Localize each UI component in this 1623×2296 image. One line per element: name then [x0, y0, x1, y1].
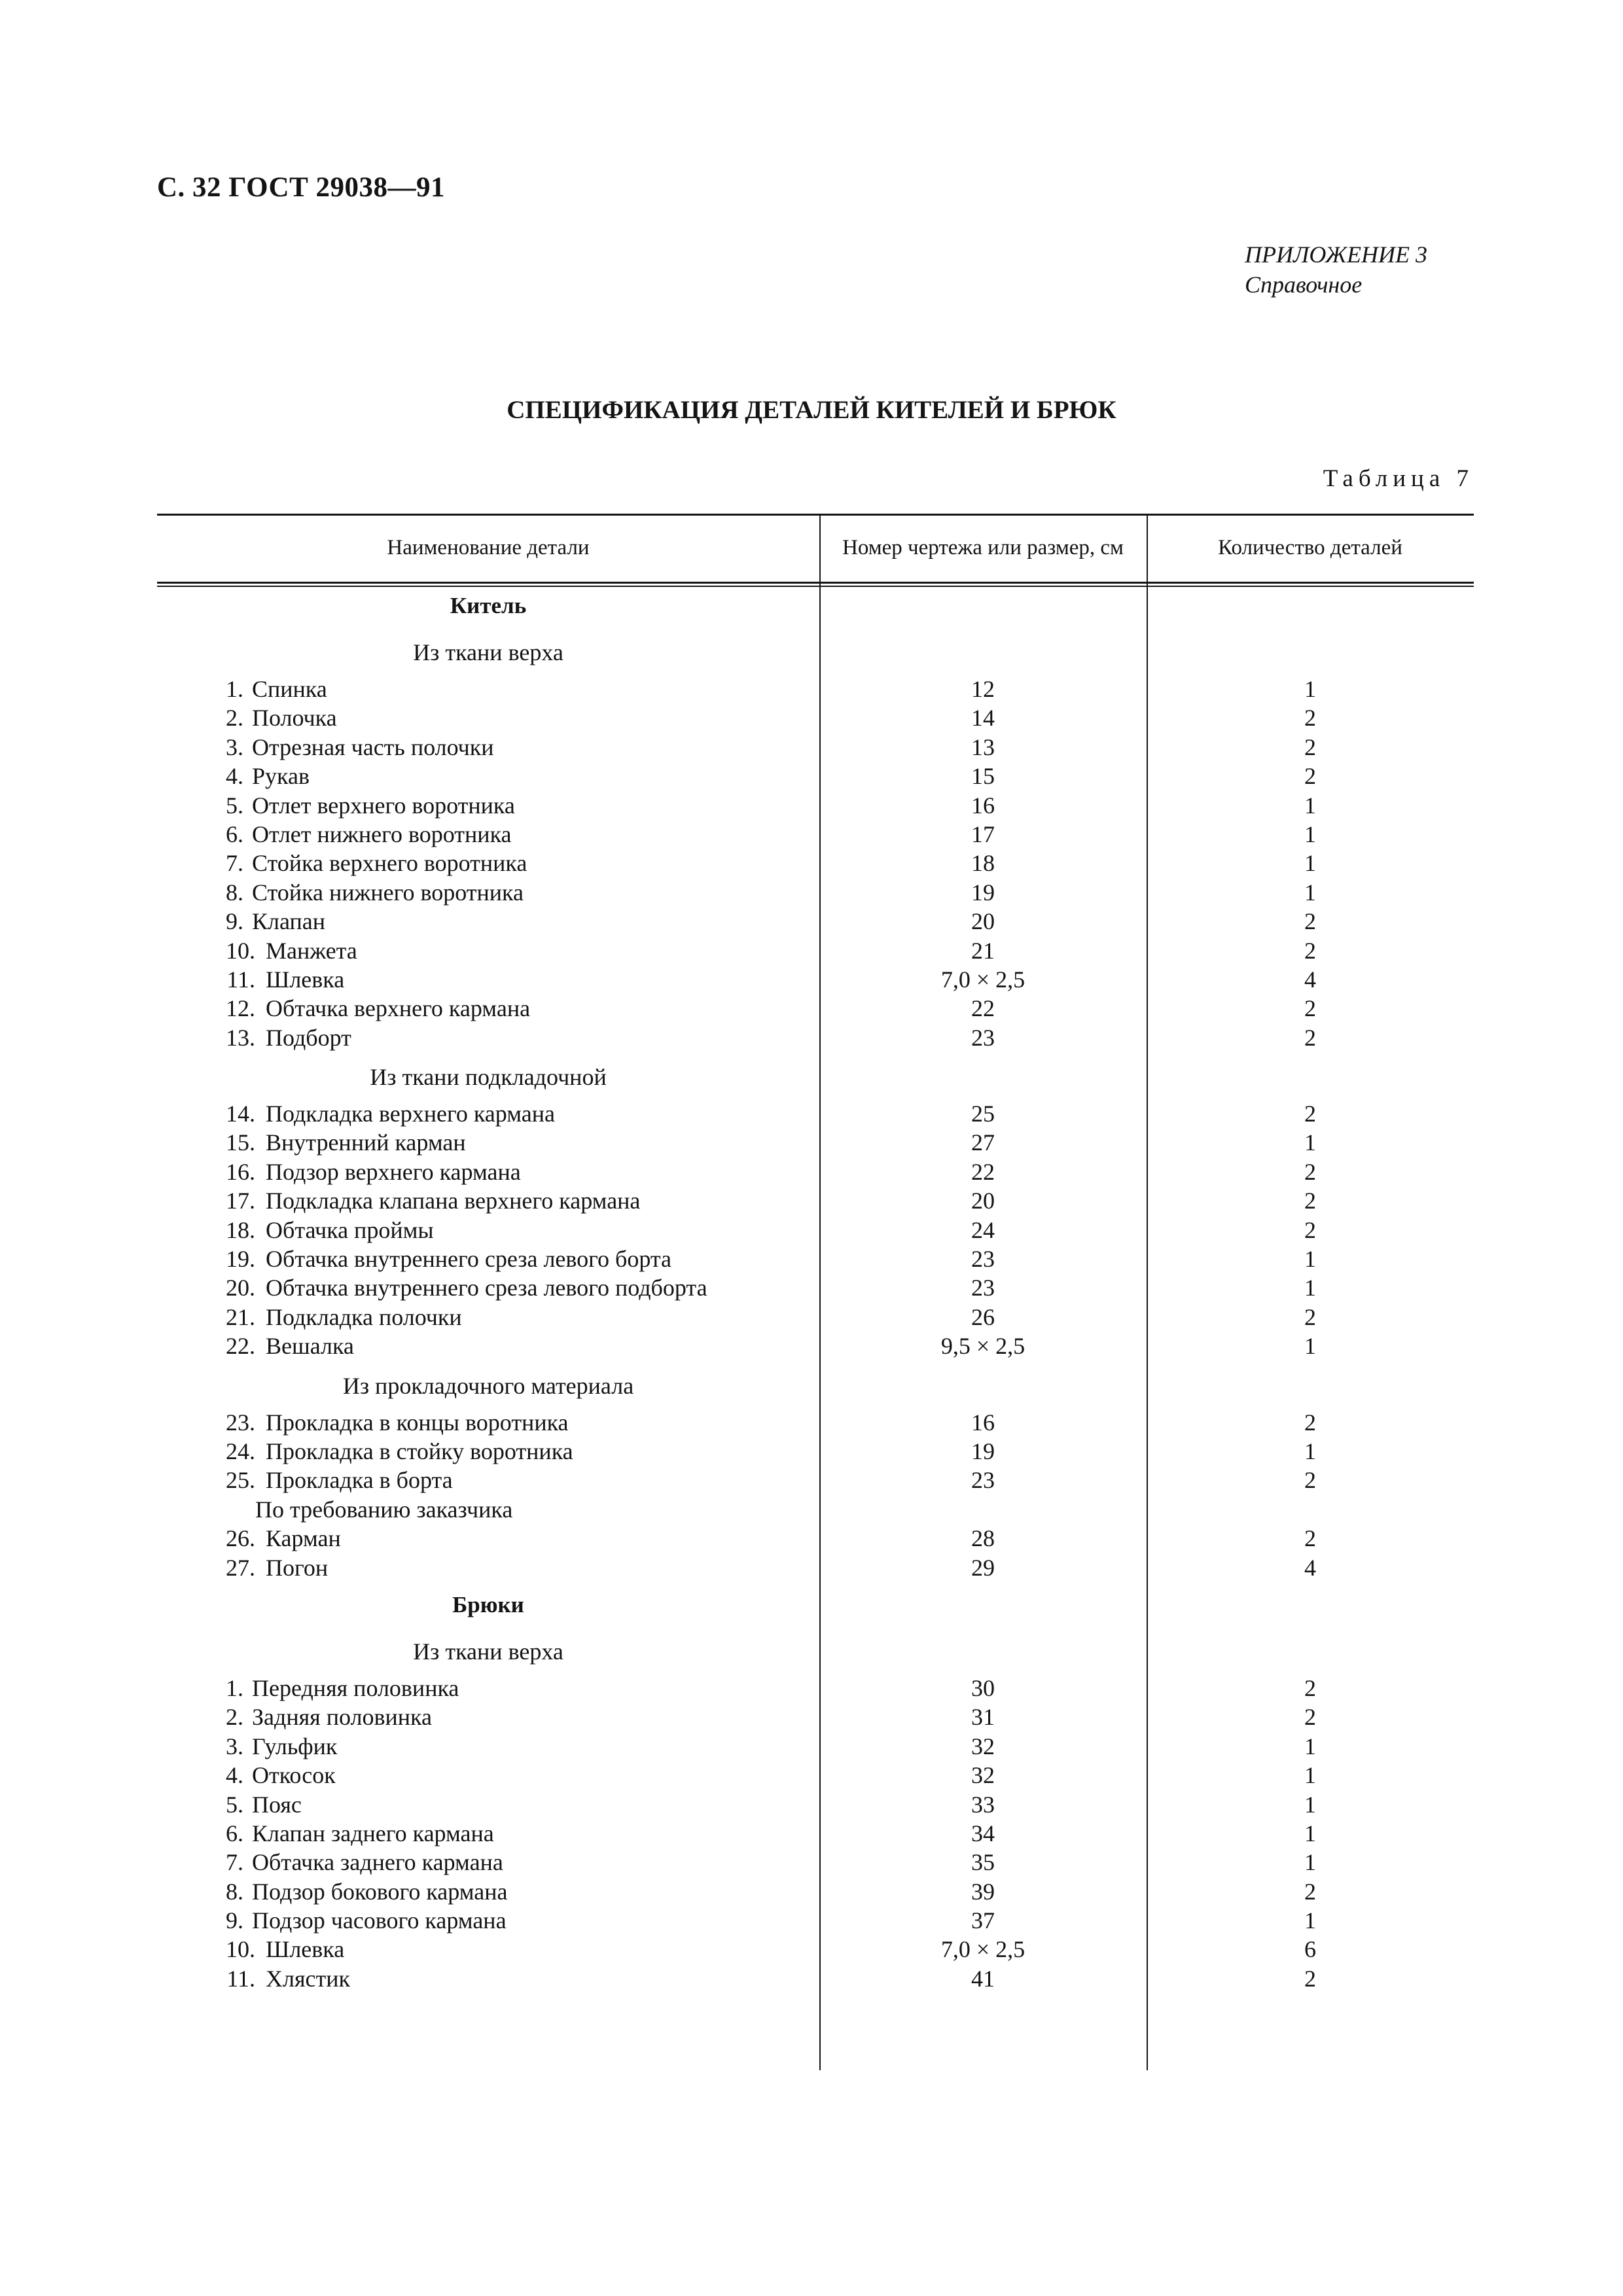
drawing-number: 21	[971, 937, 995, 964]
drawing-number: 25	[971, 1101, 995, 1127]
group-title: Из ткани верха	[413, 1638, 563, 1665]
quantity: 2	[1304, 1878, 1316, 1905]
item-number: 3.	[226, 1733, 243, 1759]
table-row	[157, 733, 1474, 762]
table-row	[157, 1303, 1474, 1332]
quantity: 1	[1304, 1733, 1316, 1759]
item-name-cell	[157, 1023, 819, 1052]
drawing-number: 19	[971, 1438, 995, 1464]
item-number: 16.	[226, 1158, 255, 1185]
item-number: 18.	[226, 1216, 255, 1243]
item-number: 3.	[226, 733, 243, 760]
item-name: Шлевка	[266, 1936, 345, 1963]
group-title: Из ткани подкладочной	[370, 1064, 607, 1091]
item-name: Стойка верхнего воротника	[252, 850, 527, 877]
item-name-cell	[157, 1273, 819, 1302]
note-row	[157, 1495, 1474, 1524]
item-name: Внутренний карман	[266, 1129, 466, 1156]
quantity-cell	[1147, 1055, 1474, 1099]
table-row	[157, 820, 1474, 849]
item-name: Подкладка клапана верхнего кармана	[266, 1188, 641, 1214]
table-row	[157, 1553, 1474, 1582]
quantity: 2	[1304, 763, 1316, 790]
item-name: Обтачка заднего кармана	[252, 1849, 503, 1876]
item-name-cell	[157, 849, 819, 877]
item-number: 1.	[226, 1674, 243, 1701]
item-number: 7.	[226, 1849, 243, 1876]
table-row	[157, 791, 1474, 820]
page-header: С. 32 ГОСТ 29038—91	[157, 172, 446, 203]
table-row	[157, 1157, 1474, 1186]
drawing-number: 14	[971, 705, 995, 732]
drawing-cell	[819, 586, 1147, 630]
item-name-cell	[157, 820, 819, 849]
item-number: 13.	[226, 1024, 255, 1051]
group-row	[157, 1055, 1474, 1099]
item-number: 15.	[226, 1129, 255, 1156]
item-name: Задняя половинка	[252, 1704, 432, 1731]
item-name-cell	[157, 791, 819, 820]
drawing-number: 20	[971, 908, 995, 935]
item-name-cell	[157, 1128, 819, 1157]
drawing-number: 29	[971, 1554, 995, 1581]
item-number: 7.	[226, 850, 243, 877]
quantity-cell	[1147, 1364, 1474, 1408]
item-number: 11.	[226, 966, 255, 993]
item-name: Клапан	[252, 908, 325, 935]
item-name: Подборт	[266, 1024, 351, 1051]
quantity: 1	[1304, 1907, 1316, 1934]
table-row	[157, 1906, 1474, 1935]
drawing-cell	[819, 1364, 1147, 1408]
table-row	[157, 675, 1474, 703]
quantity-cell	[1147, 586, 1474, 630]
quantity: 2	[1304, 1101, 1316, 1127]
table-row	[157, 1848, 1474, 1877]
drawing-number: 18	[971, 850, 995, 877]
quantity: 1	[1304, 1246, 1316, 1273]
item-number: 27.	[226, 1554, 255, 1581]
drawing-number: 27	[971, 1129, 995, 1156]
drawing-number: 22	[971, 995, 995, 1022]
item-name-cell	[157, 1964, 819, 1993]
group-title: Из ткани верха	[413, 639, 563, 665]
document-title: СПЕЦИФИКАЦИЯ ДЕТАЛЕЙ КИТЕЛЕЙ И БРЮК	[507, 396, 1116, 424]
drawing-number: 22	[971, 1158, 995, 1185]
section-row	[157, 1585, 1474, 1629]
item-number: 8.	[226, 879, 243, 906]
drawing-cell	[819, 630, 1147, 675]
table-row	[157, 1761, 1474, 1790]
section-title: Брюки	[452, 1591, 524, 1617]
table-row	[157, 1437, 1474, 1466]
quantity: 2	[1304, 1704, 1316, 1731]
item-name-cell	[157, 1703, 819, 1731]
column-header-name: Наименование детали	[387, 536, 590, 559]
item-name: Манжета	[266, 937, 357, 964]
item-name: Хлястик	[266, 1965, 350, 1992]
table-row	[157, 1332, 1474, 1360]
drawing-number: 30	[971, 1674, 995, 1701]
quantity: 1	[1304, 792, 1316, 819]
item-name-cell	[157, 703, 819, 732]
table-row	[157, 1099, 1474, 1128]
table-row	[157, 762, 1474, 790]
item-name-cell	[157, 965, 819, 994]
table-row	[157, 994, 1474, 1023]
item-name-cell	[157, 675, 819, 703]
item-number: 21.	[226, 1303, 255, 1330]
quantity-cell	[1147, 1629, 1474, 1674]
item-name-cell	[157, 762, 819, 790]
item-name: Шлевка	[266, 966, 345, 993]
drawing-number: 39	[971, 1878, 995, 1905]
table-row	[157, 1790, 1474, 1819]
item-name-cell	[157, 1245, 819, 1273]
quantity: 2	[1304, 1216, 1316, 1243]
item-name-cell	[157, 994, 819, 1023]
table-row	[157, 1186, 1474, 1215]
item-name: Подкладка верхнего кармана	[266, 1101, 555, 1127]
drawing-number: 23	[971, 1024, 995, 1051]
item-name: Обтачка проймы	[266, 1216, 434, 1243]
table-label: Таблица 7	[1323, 465, 1474, 492]
item-name: Пояс	[252, 1791, 302, 1818]
quantity: 2	[1304, 995, 1316, 1022]
item-number: 10.	[226, 1936, 255, 1963]
drawing-cell	[819, 1055, 1147, 1099]
item-name: Подкладка полочки	[266, 1303, 462, 1330]
drawing-number: 16	[971, 1409, 995, 1436]
table-row	[157, 1408, 1474, 1437]
item-number: 9.	[226, 908, 243, 935]
item-name: Подзор бокового кармана	[252, 1878, 508, 1905]
table-row	[157, 1819, 1474, 1848]
table-row	[157, 703, 1474, 732]
section-row	[157, 586, 1474, 630]
quantity-cell	[1147, 1585, 1474, 1629]
item-name-cell	[157, 1935, 819, 1964]
quantity: 2	[1304, 908, 1316, 935]
item-name-cell	[157, 1186, 819, 1215]
drawing-number: 31	[971, 1704, 995, 1731]
quantity: 2	[1304, 1024, 1316, 1051]
quantity: 1	[1304, 1275, 1316, 1301]
header-rule	[157, 582, 1474, 584]
table-row	[157, 878, 1474, 907]
drawing-number: 23	[971, 1467, 995, 1494]
quantity: 1	[1304, 1333, 1316, 1360]
item-number: 1.	[226, 676, 243, 702]
drawing-number: 16	[971, 792, 995, 819]
item-name: Отлет верхнего воротника	[252, 792, 515, 819]
item-number: 8.	[226, 1878, 243, 1905]
quantity: 1	[1304, 1820, 1316, 1846]
quantity-cell	[1147, 1495, 1474, 1524]
drawing-cell	[819, 1629, 1147, 1674]
table-row	[157, 936, 1474, 965]
item-number: 19.	[226, 1246, 255, 1273]
drawing-number: 32	[971, 1733, 995, 1759]
item-name: Вешалка	[266, 1333, 354, 1360]
item-name-cell	[157, 1732, 819, 1761]
table-row	[157, 1273, 1474, 1302]
item-name-cell	[157, 1157, 819, 1186]
item-name-cell	[157, 1332, 819, 1360]
item-number: 2.	[226, 705, 243, 732]
drawing-number: 33	[971, 1791, 995, 1818]
item-number: 4.	[226, 763, 243, 790]
column-header-drawing: Номер чертежа или размер, см	[842, 536, 1124, 559]
drawing-number: 19	[971, 879, 995, 906]
quantity: 2	[1304, 937, 1316, 964]
item-name: Отлет нижнего воротника	[252, 821, 512, 847]
item-name-cell	[157, 1437, 819, 1466]
table-row	[157, 1245, 1474, 1273]
item-name-cell	[157, 1819, 819, 1848]
item-name-cell	[157, 1790, 819, 1819]
item-name-cell	[157, 1524, 819, 1553]
item-number: 6.	[226, 1820, 243, 1846]
quantity: 1	[1304, 676, 1316, 702]
spec-table	[157, 514, 1474, 2070]
quantity: 4	[1304, 966, 1316, 993]
section-title: Китель	[450, 593, 527, 618]
quantity: 2	[1304, 1303, 1316, 1330]
quantity: 2	[1304, 733, 1316, 760]
quantity: 1	[1304, 821, 1316, 847]
item-name-cell	[157, 1877, 819, 1906]
table-row	[157, 1674, 1474, 1703]
quantity: 2	[1304, 1525, 1316, 1552]
drawing-number: 28	[971, 1525, 995, 1552]
drawing-cell	[819, 1585, 1147, 1629]
item-name: Откосок	[252, 1762, 336, 1789]
quantity: 1	[1304, 879, 1316, 906]
drawing-number: 34	[971, 1820, 995, 1846]
item-name: Передняя половинка	[252, 1674, 459, 1701]
item-name: Рукав	[252, 763, 310, 790]
group-row	[157, 1364, 1474, 1408]
item-number: 12.	[226, 995, 255, 1022]
quantity: 1	[1304, 1849, 1316, 1876]
table-body	[157, 586, 1474, 1996]
item-name: Погон	[266, 1554, 329, 1581]
table-row	[157, 1877, 1474, 1906]
item-name: Обтачка внутреннего среза левого борта	[266, 1246, 671, 1273]
item-name-cell	[157, 733, 819, 762]
item-number: 4.	[226, 1762, 243, 1789]
drawing-number: 26	[971, 1303, 995, 1330]
item-name: Отрезная часть полочки	[252, 733, 494, 760]
quantity: 6	[1304, 1936, 1316, 1963]
quantity: 2	[1304, 1674, 1316, 1701]
quantity: 2	[1304, 1467, 1316, 1494]
item-name-cell	[157, 936, 819, 965]
item-name-cell	[157, 1761, 819, 1790]
item-name: Прокладка в борта	[266, 1467, 453, 1494]
table-row	[157, 1935, 1474, 1964]
table-row	[157, 1128, 1474, 1157]
quantity: 1	[1304, 1762, 1316, 1789]
item-number: 20.	[226, 1275, 255, 1301]
item-name-cell	[157, 878, 819, 907]
drawing-number: 24	[971, 1216, 995, 1243]
table-row	[157, 1703, 1474, 1731]
item-name: Клапан заднего кармана	[252, 1820, 494, 1846]
item-name-cell	[157, 1466, 819, 1494]
note-text: По требованию заказчика	[255, 1496, 513, 1523]
drawing-number: 35	[971, 1849, 995, 1876]
item-name: Карман	[266, 1525, 341, 1552]
drawing-number: 20	[971, 1188, 995, 1214]
item-number: 22.	[226, 1333, 255, 1360]
item-name: Прокладка в концы воротника	[266, 1409, 569, 1436]
item-number: 5.	[226, 1791, 243, 1818]
item-name: Спинка	[252, 676, 327, 702]
row-gap	[157, 1993, 1474, 1996]
item-number: 9.	[226, 1907, 243, 1934]
quantity: 1	[1304, 850, 1316, 877]
item-number: 5.	[226, 792, 243, 819]
table-row	[157, 849, 1474, 877]
item-name: Подзор верхнего кармана	[266, 1158, 521, 1185]
drawing-number: 32	[971, 1762, 995, 1789]
drawing-number: 15	[971, 763, 995, 790]
table-row	[157, 1732, 1474, 1761]
group-title: Из прокладочного материала	[342, 1372, 634, 1399]
item-name: Обтачка внутреннего среза левого подборта	[266, 1275, 707, 1301]
item-name-cell	[157, 1906, 819, 1935]
item-number: 11.	[226, 1965, 255, 1992]
appendix-kind: Справочное	[1245, 272, 1363, 298]
quantity: 2	[1304, 1409, 1316, 1436]
item-name: Полочка	[252, 705, 337, 732]
drawing-number: 12	[971, 676, 995, 702]
item-number: 26.	[226, 1525, 255, 1552]
drawing-number: 37	[971, 1907, 995, 1934]
table-row	[157, 1023, 1474, 1052]
item-name-cell	[157, 1099, 819, 1128]
item-number: 14.	[226, 1101, 255, 1127]
quantity: 1	[1304, 1438, 1316, 1464]
quantity: 2	[1304, 1188, 1316, 1214]
item-number: 17.	[226, 1188, 255, 1214]
item-name: Подзор часового кармана	[252, 1907, 507, 1934]
item-name: Стойка нижнего воротника	[252, 879, 524, 906]
column-header-qty: Количество деталей	[1218, 536, 1402, 559]
table-row	[157, 965, 1474, 994]
item-name: Обтачка верхнего кармана	[266, 995, 531, 1022]
quantity: 1	[1304, 1791, 1316, 1818]
quantity-cell	[1147, 630, 1474, 675]
item-name-cell	[157, 1408, 819, 1437]
drawing-number: 23	[971, 1275, 995, 1301]
group-row	[157, 1629, 1474, 1674]
drawing-number: 23	[971, 1246, 995, 1273]
drawing-number: 7,0 × 2,5	[940, 1936, 1026, 1963]
table-row	[157, 1524, 1474, 1553]
table-row	[157, 1466, 1474, 1494]
item-name-cell	[157, 1553, 819, 1582]
appendix-label: ПРИЛОЖЕНИЕ 3	[1245, 241, 1427, 268]
item-number: 2.	[226, 1704, 243, 1731]
quantity: 2	[1304, 1965, 1316, 1992]
drawing-number: 13	[971, 733, 995, 760]
table-row	[157, 1964, 1474, 1993]
drawing-cell	[819, 1495, 1147, 1524]
drawing-number: 9,5 × 2,5	[940, 1333, 1026, 1360]
quantity: 2	[1304, 1158, 1316, 1185]
item-name-cell	[157, 1216, 819, 1245]
table-row	[157, 1216, 1474, 1245]
drawing-number: 41	[971, 1965, 995, 1992]
item-name-cell	[157, 907, 819, 936]
item-name-cell	[157, 1848, 819, 1877]
item-name-cell	[157, 1303, 819, 1332]
quantity: 4	[1304, 1554, 1316, 1581]
appendix-block	[1245, 239, 1427, 300]
drawing-number: 7,0 × 2,5	[940, 966, 1026, 993]
item-number: 25.	[226, 1467, 255, 1494]
item-name: Гульфик	[252, 1733, 338, 1759]
item-number: 10.	[226, 937, 255, 964]
quantity: 2	[1304, 705, 1316, 732]
item-number: 23.	[226, 1409, 255, 1436]
item-number: 24.	[226, 1438, 255, 1464]
item-number: 6.	[226, 821, 243, 847]
group-row	[157, 630, 1474, 675]
item-name: Прокладка в стойку воротника	[266, 1438, 573, 1464]
drawing-number: 17	[971, 821, 995, 847]
table-row	[157, 907, 1474, 936]
quantity: 1	[1304, 1129, 1316, 1156]
item-name-cell	[157, 1674, 819, 1703]
